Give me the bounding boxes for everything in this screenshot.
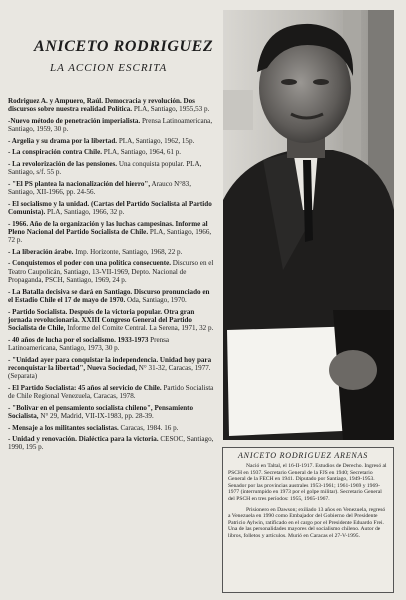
bibliography-entry: - Unidad y renovación. Dialéctica para la victoria. CESOC, Santiago, 1990, 195 p.: [8, 435, 214, 452]
bibliography-entry: - La Batalla decisiva se dará en Santiago. Discurso pronunciado en el Estadio Chile el 17 de mayo de 1970. Oda, Santiago, 1970.: [8, 287, 210, 304]
biography-title: ANICETO RODRIGUEZ ARENAS: [238, 451, 369, 460]
bibliography-entry: - Mensaje a los militantes socialistas. Caracas, 1984. 16 p.: [8, 423, 179, 432]
left-column: [8, 0, 218, 600]
bibliography-entry: - "El PS plantea la nacionalización del hierro", Arauco N°83, Santiago, XII-1966, pp. 24-56.: [8, 179, 191, 197]
page-subtitle: LA ACCION ESCRITA: [50, 62, 168, 74]
page-title: ANICETO RODRIGUEZ: [34, 38, 214, 55]
bibliography-entry: - La liberación árabe. Imp. Horizonte, Santiago, 1968, 22 p.: [8, 247, 183, 256]
biography-paragraph: Prisionero en Dawson; exiliado 13 años en Venezuela, regresó a Venezuela en 1990 como Embajador del Gobierno del Presidente Patricio Aylwin, ratificado en el cargo por el Presidente Eduardo Frei. Una de las personalidades mayores del socialismo chileno. Autor de libros, folletos y artículos. Murió en Caracas el 27-V-1995.: [228, 506, 386, 539]
bibliography-entry: Rodriguez A. y Ampuero, Raúl. Democracia y revolución. Dos discursos sobre nuestra realidad Política. PLA, Santiago, 1955,53 p.: [8, 97, 210, 114]
bibliography-entry: - Partido Socialista. Después de la victoria popular. Otra gran jornada revolucionaria. XXIII Congreso General del Partido Socialista de Chile, Informe del Comite Central. La Serena, 1971, 32 p.: [8, 307, 214, 333]
bibliography-entry: - El socialismo y la unidad. (Cartas del Partido Socialista al Partido Comunista). PLA, Santiago, 1966, 32 p.: [8, 199, 212, 217]
bibliography-entry: - 1966. Año de la organización y las luchas campesinas. Informe al Pleno Nacional del Partido Socialista de Chile. PLA, Santiago, 1966, 72 p.: [8, 219, 212, 245]
bibliography-entry: - "Unidad ayer para conquistar la independencia. Unidad hoy para reconquistar la libertad", Nueva Sociedad, N° 31-32, Caracas, 1977. (Separata): [8, 355, 212, 381]
bibliography-entry: - La conspiración contra Chile. PLA, Santiago, 1964, 61 p.: [8, 148, 182, 157]
bibliography-entry: -Nuevo método de penetración imperialista. Prensa Latinoamericana, Santiago, 1959, 30 p.: [8, 116, 213, 134]
bibliography-entry: - Argelia y su drama por la libertad. PLA, Santiago, 1962, 15p.: [8, 136, 195, 145]
bibliography-entry: - Conquistemos el poder con una política consecuente. Discurso en el Teatro Caupolicán, Santiago, 13-VII-1969, Depto. Nacional de Propaganda, PSCH, Santiago, 1969, 24 p.: [8, 259, 214, 285]
bibliography-entry: - El Partido Socialista: 45 años al servicio de Chile. Partido Socialista de Chile Regional Venezuela, Caracas, 1978.: [8, 383, 214, 401]
bibliography-list: [8, 97, 216, 455]
biography-box: [222, 447, 394, 593]
portrait-icon: [223, 10, 394, 440]
bibliography-entry: - La revolorización de las pensiones. Una conquista popular. PLA, Santiago, s/f. 55 p.: [8, 159, 202, 177]
bibliography-entry: - "Bolivar en el pensamiento socialista chileno", Pensamiento Socialista, N° 29, Madrid, VII-IX-1983, pp. 28-39.: [8, 403, 194, 420]
biography-paragraph: Nació en Taltal, el 16-II-1917. Estudios de Derecho. Ingresó al PSCH en 1937. Secretario General de la FJS en 1940; Secretario General de la FECH en 1941. Diputado por Santiago, 1949-1953. Senador por las provincias australes 1953-1961; 1961-1969 y 1969-1977 (interrumpido en 1973 por el golpe militar). Secretario General del PSCH en tres períodos: 1955, 1965-1967.: [228, 463, 387, 502]
bibliography-entry: - 40 años de lucha por el socialismo. 1933-1973 Prensa Latinoamericana, Santiago, 1973, 30 p.: [8, 335, 170, 352]
portrait-photo: [223, 10, 394, 440]
